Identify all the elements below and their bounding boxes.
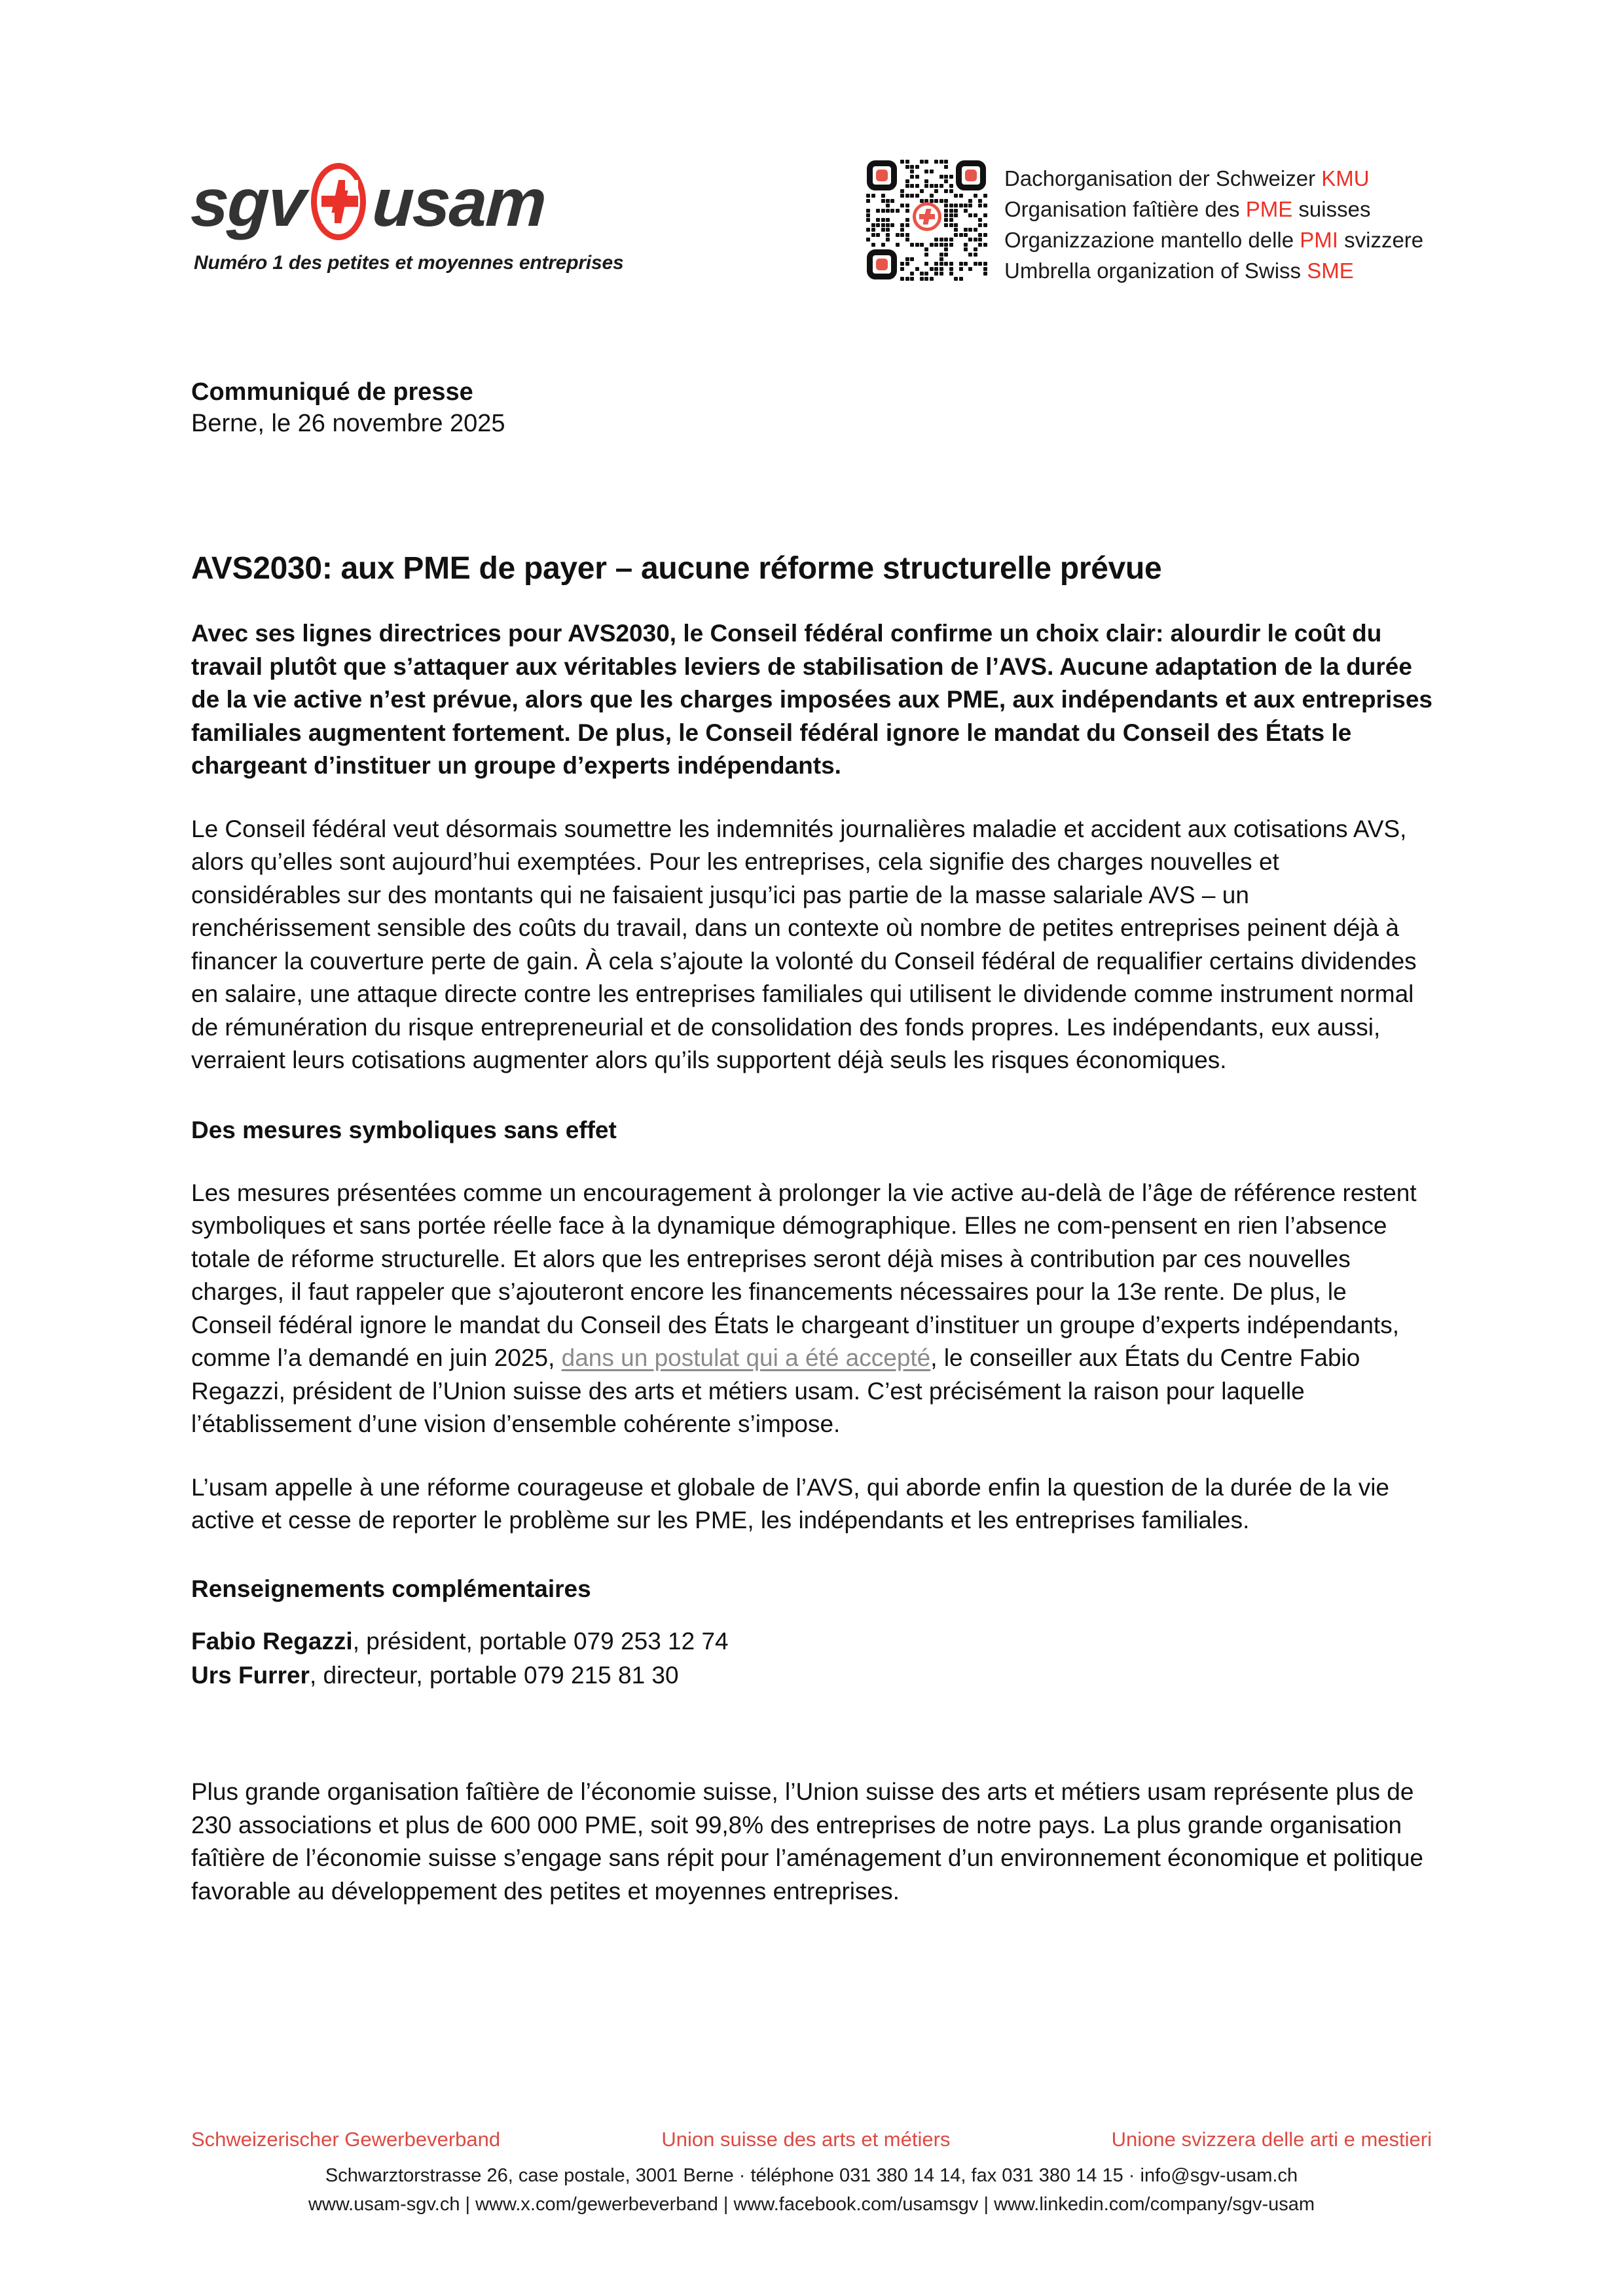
page-footer — [0, 2126, 1623, 2219]
section-subheading: Des mesures symboliques sans effet — [191, 1116, 617, 1143]
paragraph-1: Le Conseil fédéral veut désormais soumettre les indemnités journalières maladie et accident aux cotisations AVS, alors qu’elles sont aujourd’hui exemptées. Pour les entreprises, cela signifie des charges nouvelles et considérables sur des montants qui ne faisaient jusqu’ici pas partie de la masse salariale AVS – un renchérissement sensible des coûts du travail, dans un contexte où nombre de petites entreprises peinent déjà à financer la couverture perte de gain. À cela s’ajoute la volonté du Conseil fédéral de requalifier certains dividendes en salaire, une attaque directe contre les entreprises familiales qui utilisent le dividende comme instrument normal de rémunération du risque entrepreneurial et de consolidation des fonds propres. Les indépendants, eux aussi, verraient leurs cotisations augmenter alors qu’ils supportent déjà seuls les risques économiques. — [191, 815, 1417, 1073]
usam-logo — [191, 160, 649, 274]
contact-heading: Renseignements complémentaires — [191, 1575, 591, 1602]
tagline-it: Organizzazione mantello delle PMI svizzere — [1004, 228, 1424, 252]
footer-links: www.usam-sgv.ch | www.x.com/gewerbeverband | www.facebook.com/usamsgv | www.linkedin.com/company/sgv-usam — [308, 2194, 1315, 2215]
boilerplate-paragraph: Plus grande organisation faîtière de l’économie suisse, l’Union suisse des arts et métiers usam représente plus de 230 associations et plus de 600 000 PME, soit 99,8% des entreprises de notre pays. La plus grande organisation faîtière de l’économie suisse s’engage sans répit pour l’aménagement d’un environnement économique et politique favorable au développement des petites et moyennes entreprises. — [191, 1778, 1423, 1905]
contact-role: , président, portable 079 253 12 74 — [352, 1628, 729, 1655]
document-kicker: Communiqué de presse — [191, 378, 473, 406]
contact-row — [191, 1659, 1433, 1692]
footer-organization-names — [0, 2126, 1623, 2153]
qr-finder-bottom-left — [867, 249, 897, 279]
multilingual-taglines — [1004, 159, 1423, 286]
footer-org-fr: Union suisse des arts et métiers — [661, 2128, 951, 2151]
footer-org-it: Unione svizzera delle arti e mestieri — [1111, 2128, 1432, 2151]
tagline-fr: Organisation faîtière des PME suisses — [1004, 197, 1371, 221]
paragraph-2-text-after: , le conseiller aux États du Centre Fabio Regazzi, président de l’Union suisse des arts et métiers usam. C’est précisément la raison pour laquelle l’établissement d’une vision d’ensemble cohérente s’impose. — [191, 1344, 1360, 1437]
tagline-en: Umbrella organization of Swiss SME — [1004, 259, 1354, 283]
footer-org-de: Schweizerischer Gewerbeverband — [191, 2128, 501, 2151]
contact-row — [191, 1625, 1433, 1658]
qr-code[interactable] — [866, 159, 987, 281]
postulat-link[interactable]: dans un postulat qui a été accepté — [561, 1344, 931, 1371]
logo-tagline: Numéro 1 des petites et moyennes entreprises — [194, 252, 624, 274]
logo-text-usam: usam — [371, 165, 547, 241]
contact-name: Fabio Regazzi — [191, 1628, 353, 1655]
qr-finder-top-right — [956, 160, 986, 190]
qr-and-taglines — [866, 159, 1423, 286]
swiss-cross-oval-icon — [308, 163, 371, 243]
lead-paragraph: Avec ses lignes directrices pour AVS2030, le Conseil fédéral confirme un choix clair: alourdir le coût du travail plutôt que s’attaquer aux véritables leviers de stabilisation de l’AVS. Aucune adaptation de la durée de la vie active n’est prévue, alors que les charges imposées aux PME, aux indépendants et aux entreprises familiales augmentent fortement. De plus, le Conseil fédéral ignore le mandat du Conseil des États le chargeant d’instituer un groupe d’experts indépendants. — [191, 620, 1432, 779]
footer-address: Schwarztorstrasse 26, case postale, 3001 Berne · téléphone 031 380 14 14, fax 031 380 14 15 · info@sgv-usam.ch — [325, 2165, 1298, 2186]
logo-text-sgv: sgv — [189, 165, 307, 241]
page-title: AVS2030: aux PME de payer – aucune réforme structurelle prévue — [191, 551, 1162, 586]
logo-wordmark — [191, 160, 649, 245]
tagline-de: Dachorganisation der Schweizer KMU — [1004, 166, 1370, 190]
document-dateline: Berne, le 26 novembre 2025 — [191, 410, 505, 437]
contact-role: , directeur, portable 079 215 81 30 — [309, 1662, 679, 1689]
paragraph-2-text-before: Les mesures présentées comme un encouragement à prolonger la vie active au-delà de l’âge de référence restent symboliques et sans portée réelle face à la dynamique démographique. Elles ne com-pensent en rien l’absence totale de réforme structurelle. Et alors que les entreprises seront déjà mises à contribution par ces nouvelles charges, il faut rappeler que s’ajouteront encore les financements nécessaires pour la 13e rente. De plus, le Conseil fédéral ignore le mandat du Conseil des États le chargeant d’instituer un groupe d’experts indépendants, comme l’a demandé en juin 2025, — [191, 1179, 1417, 1371]
page-header — [0, 154, 1623, 304]
paragraph-3: L’usam appelle à une réforme courageuse et globale de l’AVS, qui aborde enfin la question de la durée de la vie active et cesse de reporter le problème sur les PME, les indépendants et les entreprises familiales. — [191, 1473, 1390, 1534]
qr-center-logo-icon — [913, 202, 941, 231]
qr-finder-top-left — [867, 160, 897, 190]
paragraph-2 — [191, 1177, 1433, 1441]
document-body — [191, 376, 1433, 1932]
contact-name: Urs Furrer — [191, 1662, 310, 1689]
